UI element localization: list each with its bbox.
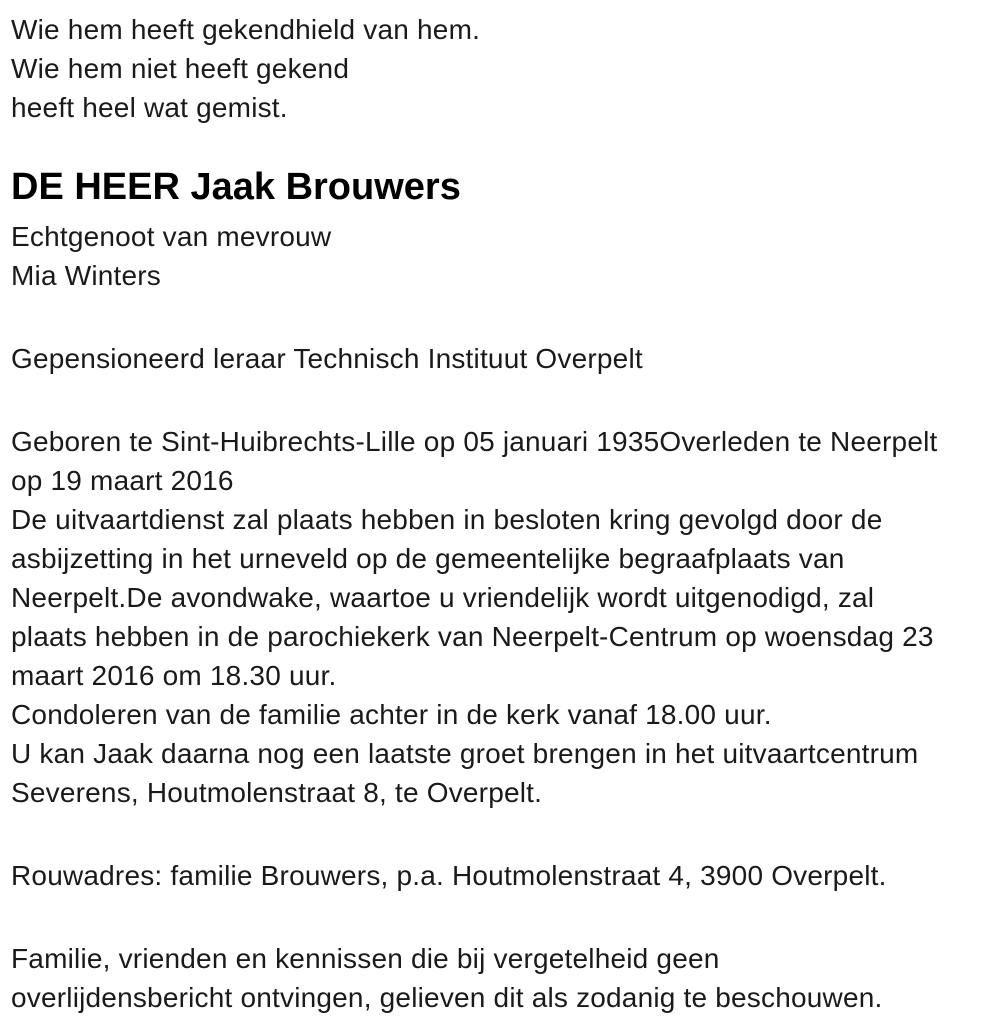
mourning-address — [11, 856, 988, 895]
relation-line: Echtgenoot van mevrouw — [11, 221, 332, 252]
mourning-address-line: Rouwadres: familie Brouwers, p.a. Houtmolenstraat 4, 3900 Overpelt. — [11, 860, 887, 891]
epigraph-line: Wie hem heeft gekendhield van hem. — [11, 14, 481, 45]
deceased-relation — [11, 217, 988, 295]
funeral-details-line: De uitvaartdienst zal plaats hebben in besloten kring gevolgd door de — [11, 504, 883, 535]
profession-line: Gepensioneerd leraar Technisch Instituut Overpelt — [11, 343, 643, 374]
closing-line: Familie, vrienden en kennissen die bij vergetelheid geen — [11, 943, 720, 974]
relation-line: Mia Winters — [11, 260, 161, 291]
funeral-details — [11, 422, 988, 812]
closing-line: overlijdensbericht ontvingen, gelieven dit als zodanig te beschouwen. — [11, 982, 883, 1013]
epigraph-line: Wie hem niet heeft gekend — [11, 53, 350, 84]
funeral-details-line: asbijzetting in het urneveld op de gemeentelijke begraafplaats van — [11, 543, 845, 574]
funeral-details-line: maart 2016 om 18.30 uur. — [11, 660, 337, 691]
funeral-details-line: Neerpelt.De avondwake, waartoe u vriendelijk wordt uitgenodigd, zal — [11, 582, 875, 613]
funeral-details-line: Severens, Houtmolenstraat 8, te Overpelt. — [11, 777, 543, 808]
funeral-details-line: U kan Jaak daarna nog een laatste groet brengen in het uitvaartcentrum — [11, 738, 919, 769]
funeral-details-line: op 19 maart 2016 — [11, 465, 234, 496]
deceased-name-heading: DE HEER Jaak Brouwers — [11, 166, 461, 208]
funeral-details-line: plaats hebben in de parochiekerk van Neerpelt-Centrum op woensdag 23 — [11, 621, 934, 652]
closing-note — [11, 939, 988, 1017]
epigraph — [11, 10, 988, 127]
epigraph-line: heeft heel wat gemist. — [11, 92, 288, 123]
funeral-details-line: Condoleren van de familie achter in de kerk vanaf 18.00 uur. — [11, 699, 772, 730]
profession — [11, 339, 988, 378]
funeral-details-line: Geboren te Sint-Huibrechts-Lille op 05 januari 1935Overleden te Neerpelt — [11, 426, 938, 457]
